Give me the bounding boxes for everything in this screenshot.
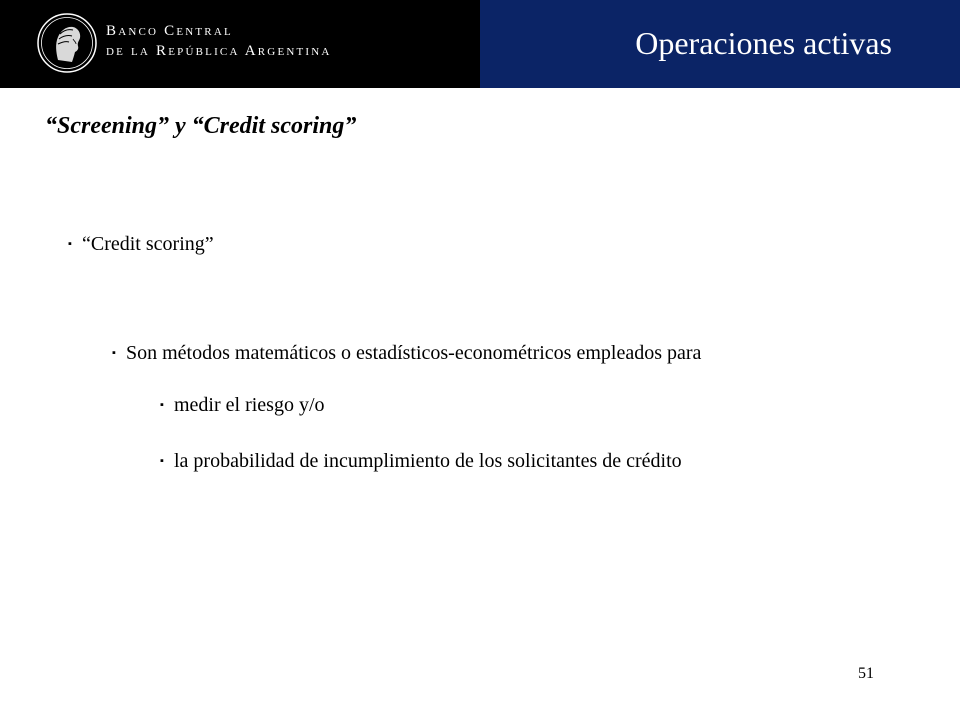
bullet-square-icon: ▪ <box>68 238 72 250</box>
bullet-level-1 <box>68 232 214 256</box>
bank-name-line-1: Banco Central <box>106 23 233 39</box>
header-logo-panel <box>0 0 480 88</box>
bullet-square-icon: ▪ <box>160 399 164 411</box>
page-number: 51 <box>858 665 874 682</box>
bank-name-line-2: de la República Argentina <box>106 43 332 59</box>
slide-title: “Screening” y “Credit scoring” <box>45 113 357 139</box>
central-bank-logo-icon <box>36 12 98 74</box>
bullet-square-icon: ▪ <box>112 347 116 359</box>
bank-name <box>106 21 332 61</box>
bullet-level-3 <box>160 393 325 417</box>
bullet-text: medir el riesgo y/o <box>174 394 325 416</box>
bullet-text: la probabilidad de incumplimiento de los solicitantes de crédito <box>174 450 682 472</box>
section-title: Operaciones activas <box>635 25 892 61</box>
bullet-level-2 <box>112 341 701 365</box>
header-title-panel <box>480 0 960 88</box>
bullet-square-icon: ▪ <box>160 455 164 467</box>
bullet-level-3 <box>160 449 682 473</box>
bullet-text: Son métodos matemáticos o estadísticos-econométricos empleados para <box>126 342 702 364</box>
bullet-text: “Credit scoring” <box>82 233 214 255</box>
